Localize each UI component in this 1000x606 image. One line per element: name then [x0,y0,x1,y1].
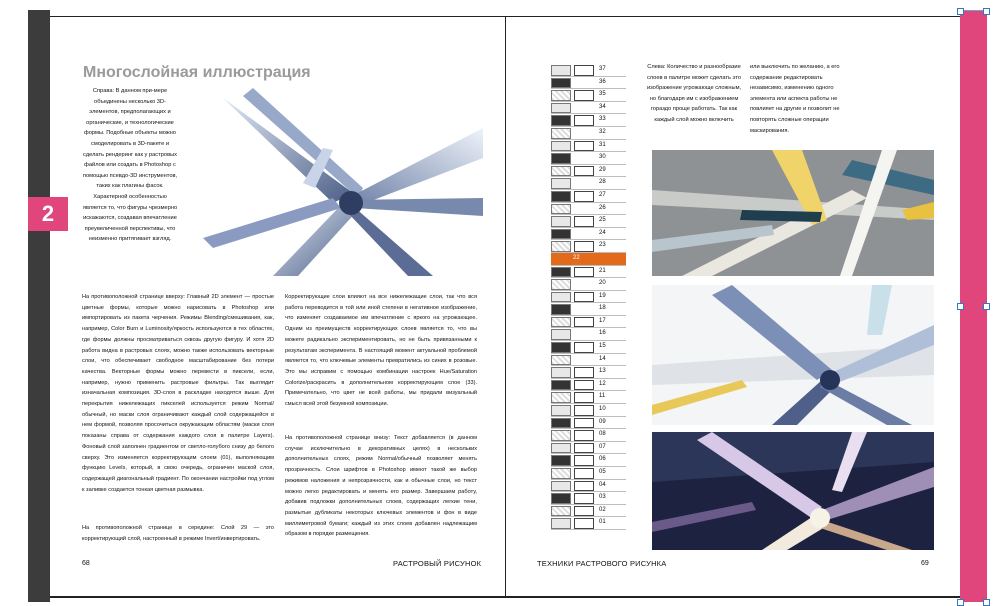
layer-row[interactable] [551,467,626,480]
layer-name: 26 [599,204,606,211]
layer-mask-thumbnail [574,292,594,303]
layer-row[interactable] [551,341,626,354]
layer-mask-thumbnail [574,418,594,429]
layer-mask-thumbnail [574,367,594,378]
layer-name: 04 [599,481,606,488]
layer-name: 08 [599,431,606,438]
page-title: Многослойная иллюстрация [83,64,311,81]
layer-mask-thumbnail [574,481,594,492]
layer-row[interactable] [551,291,626,304]
layer-thumbnail [551,506,571,517]
layer-mask-thumbnail [574,493,594,504]
layer-thumbnail [551,90,571,101]
selection-handle-bottom-left[interactable] [957,599,964,606]
layer-mask-thumbnail [574,380,594,391]
layer-mask-thumbnail [574,342,594,353]
layer-mask-thumbnail [574,241,594,252]
layer-name: 03 [599,494,606,501]
layer-thumbnail [551,229,571,240]
composition-2d-image [652,150,934,276]
layer-row[interactable] [551,215,626,228]
layer-thumbnail [551,355,571,366]
hero-3d-illustration [183,88,483,276]
layer-row[interactable] [551,316,626,329]
layer-row[interactable] [551,417,626,430]
layer-name: 13 [599,368,606,375]
layer-thumbnail [551,317,571,328]
body-col1-p1: На противоположной странице вверху: Главный 2D элемент — простые цветные формы, которые можно нарисовать в Photoshop или импортировать из пакета черчения. Режимы Blending/смешивания, как, например, Color Burn и Luminosity/яркость используются в тех областях, где формы должны просматриваться сквозь другую фигуру. И хотя 2D работа видна в растровых слоях, можно также использовать векторные слои, что обеспечивает свободное масштабирование без потери качества. Векторные формы можно перевести в пиксели, если, например, нужно применить растровые фильтры. Так выглядит изначальная композиция. 3D-слоя в раскладке находятся выше. Для перекрытия нижележащих пикселей используется режим Normal/обычный, но маски слоя ограничивают каждый слой содержащейся в нем формой, позволяя просочиться окружающим областям (маски слоя показаны справа от содержания каждого слоя в палитре Layers). Фоновый слой заполнен градиентом от светло-голубого снизу до белого сверху. Это изменяется корректирующим слоем (01), выполняющим функцию Levels, который, в свою очередь, ограничен маской слоя, содержащей диагональный градиент. По окончании настройки под углом к заливке создается тонкая цветная размывка. [82,294,274,493]
layer-row[interactable] [551,114,626,127]
left-caption: Справа: В данном при-мере объединены несколько 3D-элементов, предполагающих и органические, и технологические формы. Подобные объекты можно смоделировать в 3D-пакете и сделать рендеринг как у растровых файлов или создать в Photoshop с помощью псевдо-3D инструментов, таких как плагины фасок. Характерной особенностью является то, что фигуры чрезмерно искажаются, создавая впечатление преувеличенной перспективы, что неизменно притягивает взгляд. [82,88,178,243]
layer-name: 22 [573,254,580,261]
layer-thumbnail [551,241,571,252]
layer-row[interactable] [551,140,626,153]
layer-thumbnail [551,518,571,529]
layer-thumbnail [551,392,571,403]
layer-row[interactable] [551,127,626,140]
selection-handle-mid-right[interactable] [983,303,990,310]
layer-thumbnail [551,418,571,429]
layer-thumbnail [551,443,571,454]
layer-thumbnail [551,481,571,492]
layer-row[interactable] [551,203,626,216]
layer-name: 14 [599,355,606,362]
layer-row[interactable] [551,429,626,442]
layers-palette [551,64,626,530]
layer-name: 16 [599,330,606,337]
composition-inverted-image [652,432,934,550]
selection-handle-mid-left[interactable] [957,303,964,310]
layer-row[interactable] [551,366,626,379]
layer-name: 19 [599,292,606,299]
layer-mask-thumbnail [574,166,594,177]
layer-name: 23 [599,242,606,249]
layer-thumbnail [551,455,571,466]
layer-thumbnail [551,216,571,227]
layer-thumbnail [551,78,571,89]
left-spine [28,10,50,602]
layer-thumbnail [551,468,571,479]
layer-mask-thumbnail [574,90,594,101]
layer-thumbnail [551,380,571,391]
layer-thumbnail [551,329,571,340]
page-number-left: 68 [82,560,90,567]
layer-row[interactable] [551,454,626,467]
layer-thumbnail [551,191,571,202]
selection-handle-bottom-right[interactable] [983,599,990,606]
layer-name: 28 [599,179,606,186]
layer-name: 05 [599,469,606,475]
layer-row[interactable] [551,442,626,455]
running-title-left: РАСТРОВЫЙ РИСУНОК [393,559,482,568]
layer-name: 34 [599,103,606,110]
layer-row[interactable] [551,492,626,505]
layer-mask-thumbnail [574,141,594,152]
layer-name: 11 [599,393,606,400]
layer-thumbnail [551,292,571,303]
layer-name: 07 [599,443,606,450]
body-col1-p2: На противоположной странице в середине: Слой 29 — это корректирующий слой, настроенный в режиме Invert/инвертировать. [82,525,274,542]
layer-thumbnail [551,153,571,164]
layer-name: 30 [599,154,606,161]
layer-thumbnail [551,65,571,76]
layer-name: 37 [599,66,606,72]
layer-row[interactable] [551,228,626,241]
running-title-right: ТЕХНИКИ РАСТРОВОГО РИСУНКА [537,559,667,568]
layer-mask-thumbnail [574,405,594,416]
layer-thumbnail [551,128,571,139]
body-col2-p2: На противоположной странице внизу: Текст добавляется (в данном случае исключительно в декоративных целях) в нескольких дополнительных слоях, режим Normal/обычный позволяет менять прозрачность. Слои шрифтов в Photoshop имеют такой же выбор режимов наложения и непрозрачности, как и обычные слои, но текст можно легко редактировать и менять его размер. Завершаем работу, добавив подложки дополнительных слоев, содержащих легкие тени, размытые дубликаты некоторых ключевых элементов и фон в виде миллиметровой бумаги; каждый из этих слоев добавлен надлежащим образом в порядке размещения. [285,435,477,538]
layer-row[interactable] [551,404,626,417]
layer-row[interactable] [551,303,626,316]
layer-name: 01 [599,519,606,526]
layer-mask-thumbnail [574,455,594,466]
body-col2-p1: Корректирующие слои влияют на все нижележащие слои, так что вся работа переводится в той или иной степени в негативное изображение, что изменяет создаваемое им впечатление с яркого на угрожающее. Одним из преимуществ корректирующих слоев является то, что вы можете радикально экспериментировать, но не быть привязанными к результатам эксперимента. В настоящий момент актуальной проблемой является то, что ключевые элементы превратились из синих в розовые. Это мы исправим с помощью комбинации настроек Hue/Saturation Colorize/раскрасить в дополнительном корректирующем слое (33). Примечательно, что цвет не всей работы, мы придали визуальный смысл всей этой безумной композиции. [285,294,477,408]
layer-thumbnail [551,342,571,353]
layer-name: 09 [599,418,606,425]
layer-thumbnail [551,204,571,215]
layer-row[interactable] [551,505,626,518]
layer-row[interactable] [551,152,626,165]
layer-row[interactable] [551,165,626,178]
layer-name: 36 [599,78,606,85]
selection-handle-top-left[interactable] [957,8,964,15]
layer-row[interactable] [551,379,626,392]
layer-mask-thumbnail [574,518,594,529]
layer-mask-thumbnail [574,430,594,441]
selection-handle-top-right[interactable] [983,8,990,15]
layer-name: 18 [599,305,606,312]
right-caption-2: или выключить по желанию, а его содержание редактировать независимо, изменению одного элемента или аспекта работы не повлияет на другие и позволит не повторять сложные операции маскирования. [750,64,840,134]
layer-name: 29 [599,166,606,173]
layer-row[interactable] [551,102,626,115]
layer-mask-thumbnail [574,191,594,202]
layer-mask-thumbnail [574,216,594,227]
page-number-right: 69 [921,560,929,567]
layer-mask-thumbnail [574,267,594,278]
gutter-divider [505,16,506,598]
layer-thumbnail [551,279,571,290]
layer-row[interactable] [551,391,626,404]
layer-name: 20 [599,280,606,287]
layer-row[interactable] [551,480,626,493]
layer-thumbnail [551,304,571,315]
layer-name: 12 [599,380,606,387]
layer-thumbnail [551,430,571,441]
layer-mask-thumbnail [574,443,594,454]
layer-mask-thumbnail [574,65,594,76]
right-caption-1: Слева: Количество и разнообразие слоев в палитре может сделать это изображение угрожающе сложным, но благодаря им с изображением гораздо проще работать. Так как каждый слой можно включить [646,64,742,123]
layer-thumbnail [551,178,571,189]
layer-row[interactable] [551,190,626,203]
layer-row[interactable] [551,328,626,341]
layer-name: 10 [599,406,606,413]
layer-thumbnail [551,141,571,152]
layer-name: 31 [599,141,606,148]
layer-row[interactable] [551,517,626,530]
layer-thumbnail [551,267,571,278]
chapter-tab: 2 [28,197,68,231]
layer-row[interactable] [551,64,626,77]
layer-row[interactable] [551,266,626,279]
layer-thumbnail [551,405,571,416]
layer-name: 35 [599,91,606,98]
layer-row[interactable] [551,354,626,367]
layer-mask-thumbnail [574,468,594,479]
layer-row[interactable] [551,253,626,266]
layer-name: 25 [599,217,606,224]
layer-name: 21 [599,267,606,274]
layer-name: 17 [599,317,606,324]
layer-thumbnail [551,367,571,378]
layer-row[interactable] [551,278,626,291]
layer-thumbnail [551,115,571,126]
layer-row[interactable] [551,177,626,190]
layer-row[interactable] [551,240,626,253]
layer-name: 06 [599,456,606,463]
layer-mask-thumbnail [574,506,594,517]
layer-mask-thumbnail [574,317,594,328]
layer-name: 02 [599,506,606,513]
layer-thumbnail [551,103,571,114]
layer-name: 15 [599,343,606,350]
composition-3d-image [652,285,934,425]
layer-name: 27 [599,191,606,198]
layer-row[interactable] [551,77,626,90]
layer-mask-thumbnail [574,392,594,403]
selection-top-edge [961,10,985,11]
layer-row[interactable] [551,89,626,102]
layer-thumbnail [551,166,571,177]
layer-name: 33 [599,116,606,123]
layer-thumbnail [551,493,571,504]
layer-mask-thumbnail [574,115,594,126]
layer-name: 32 [599,128,606,135]
layer-name: 24 [599,229,606,236]
